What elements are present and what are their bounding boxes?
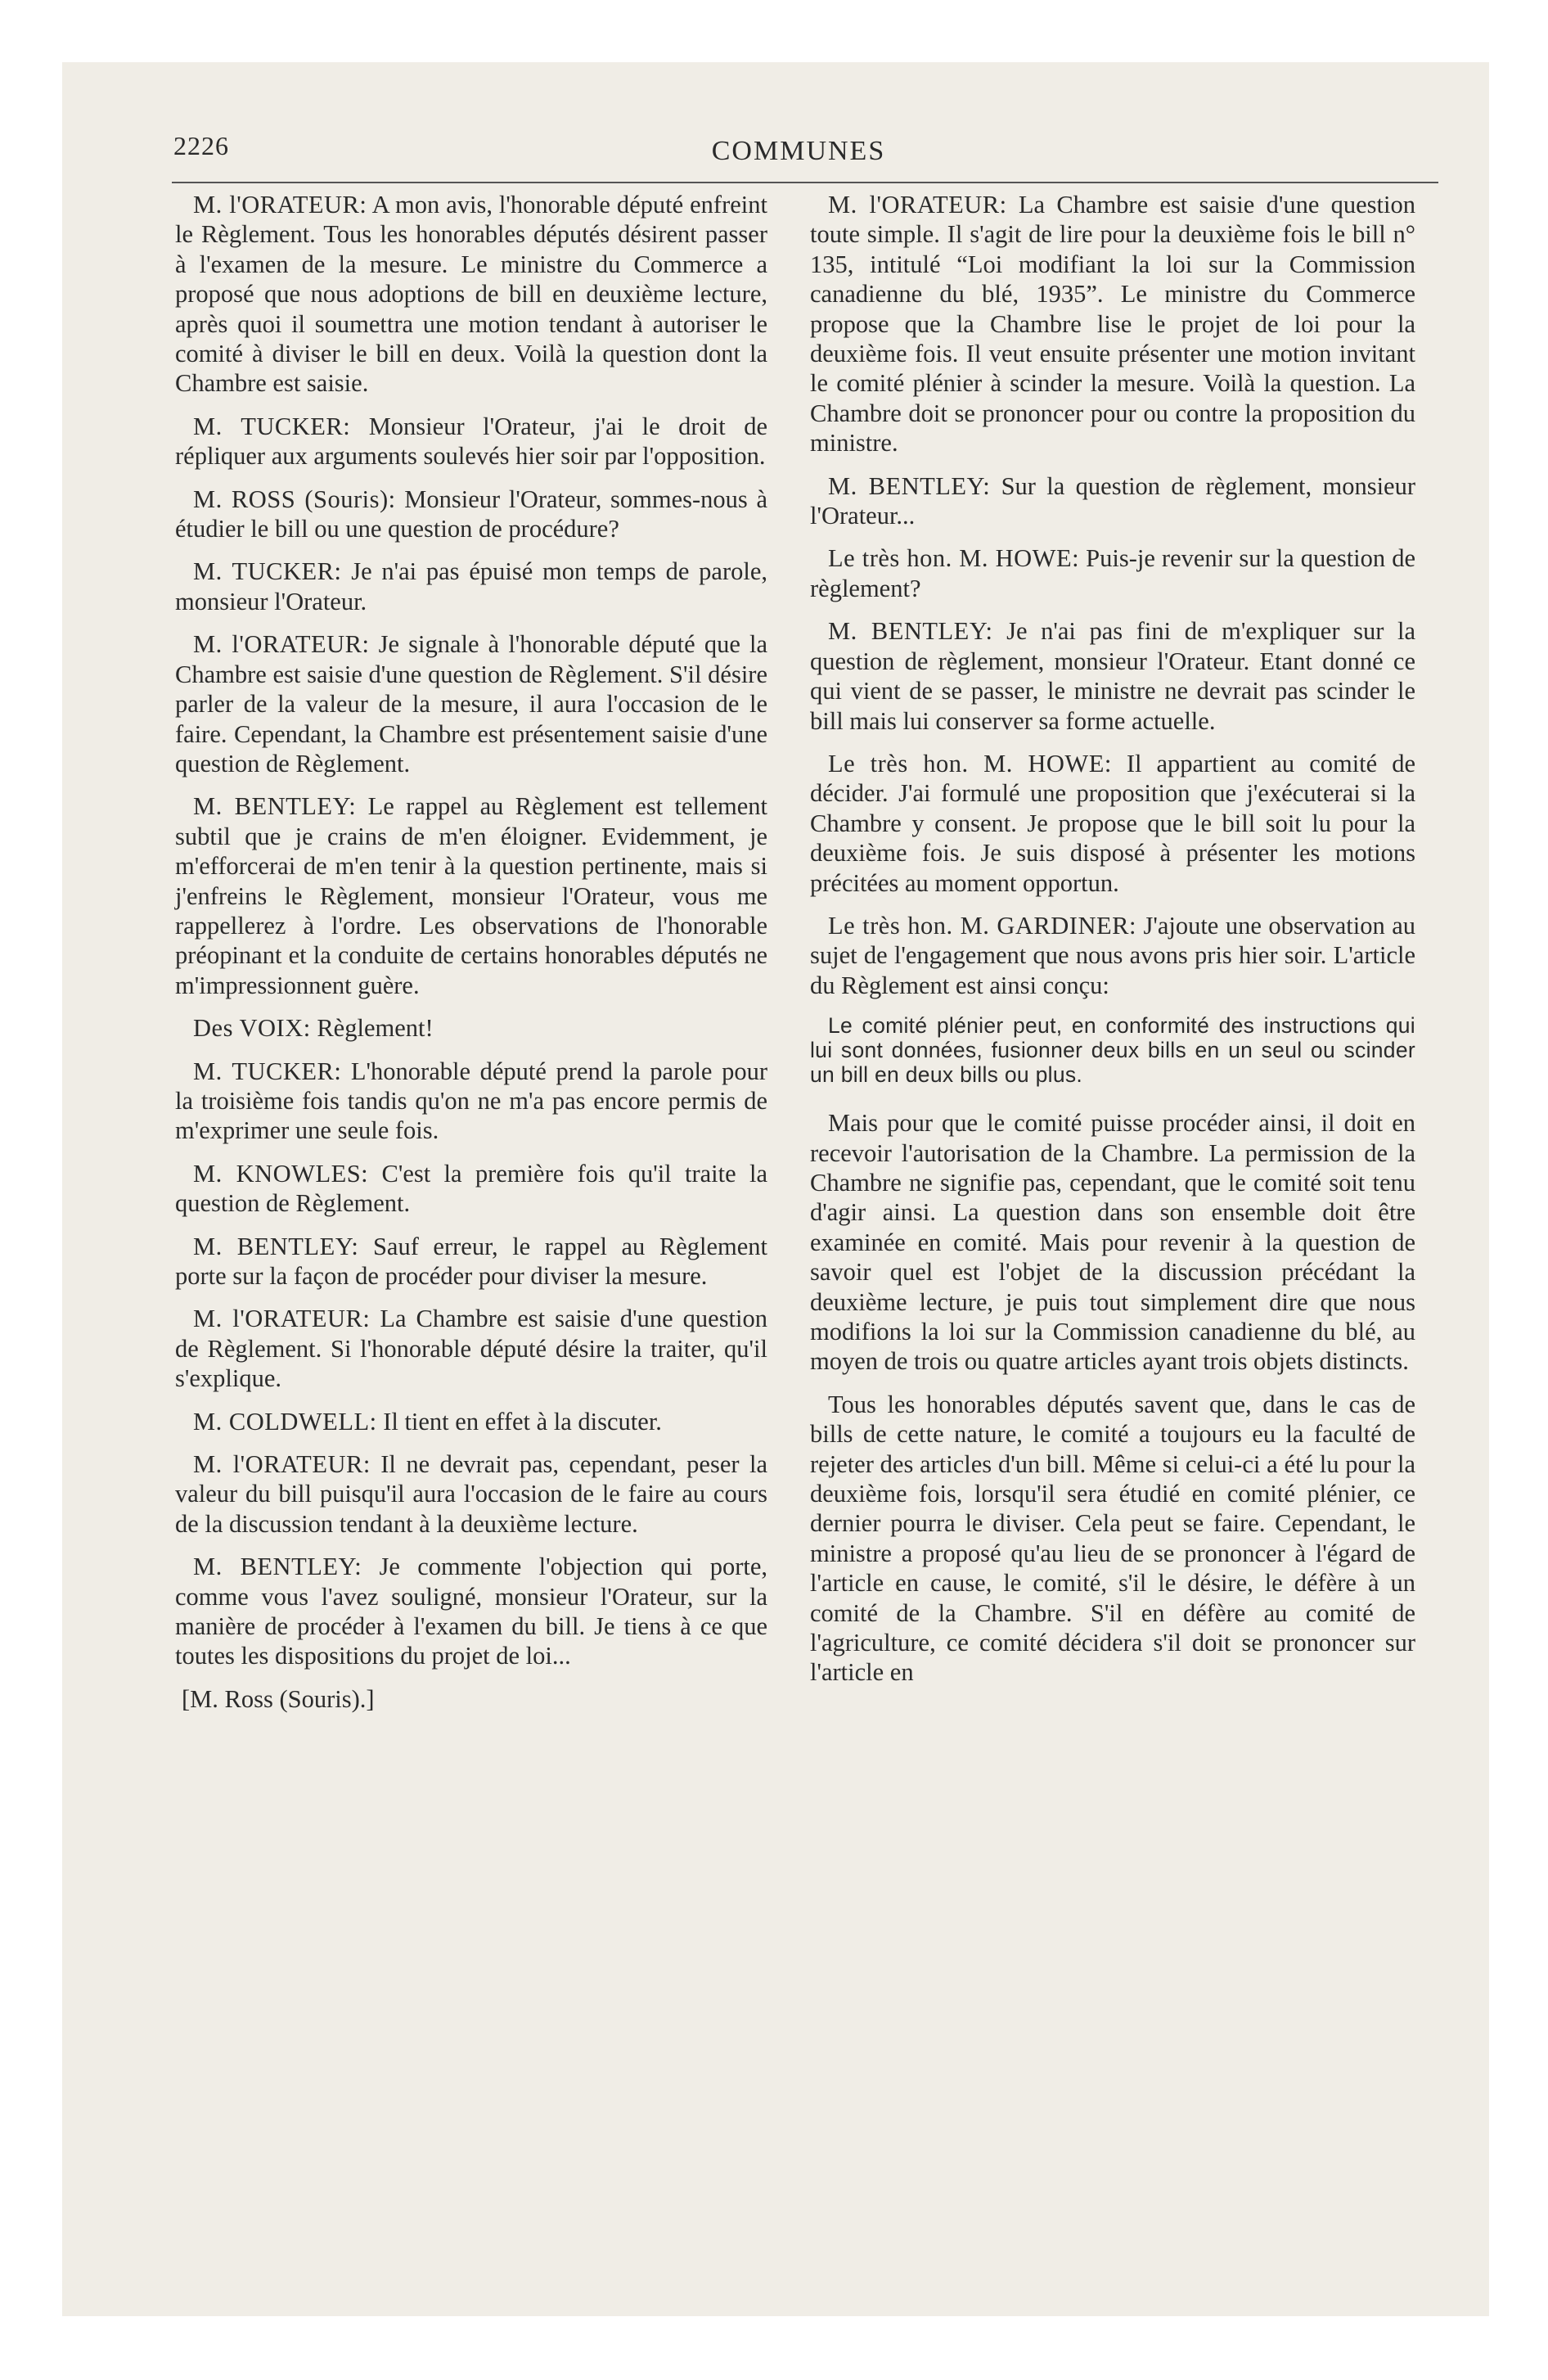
speech-text: Il tient en effet à la discuter. <box>383 1407 662 1436</box>
speaker-name: M. TUCKER: <box>193 557 342 586</box>
header-rule <box>172 182 1438 183</box>
body-paragraph: Mais pour que le comité puisse procéder ainsi, il doit en recevoir l'autorisation de la Chambre. La permission de la Chambre ne signifie pas, cependant, que le comité soit tenu d'agir ainsi. La question dans son ensemble doit être examinée en comité. Mais pour revenir à la question de savoir quel est l'objet de la discussion précédant la deuxième lecture, je puis tout simplement dire que nous modifions la loi sur la Commission canadienne du blé, au moyen de trois ou quatre articles ayant trois objets distincts. <box>810 1109 1415 1376</box>
speech-paragraph <box>810 471 1415 531</box>
speech-text: Puis-je revenir sur la question de règlement? <box>810 544 1416 602</box>
speaker-name: M. TUCKER: <box>193 412 351 440</box>
speech-text: Le rappel au Règlement est tellement subtil que je crains de m'en éloigner. Evidemment, je m'efforcerai de m'en tenir à la question pertinente, mais si j'enfreins le Règlement, monsieur l'Orateur, vous me rappellerez à l'ordre. Les observations de l'honorable préopinant et la conduite de certains honorables députés ne m'impressionnent guère. <box>175 792 767 999</box>
rule-quotation: Le comité plénier peut, en conformité des instructions qui lui sont données, fusionner deux bills en un seul ou scinder un bill en deux bills ou plus. <box>810 1013 1415 1088</box>
speech-paragraph <box>810 190 1415 458</box>
speech-text: Il appartient au comité de décider. J'ai formulé une proposition que j'exécuterai si la Chambre y consent. Je propose que le bill soit lu pour la deuxième fois. Je suis disposé à présenter les motions précitées au moment opportun. <box>810 749 1415 897</box>
speaker-name: M. BENTLEY: <box>828 471 991 500</box>
speech-text: Je commente l'objection qui porte, comme vous l'avez souligné, monsieur l'Orateur, sur la manière de procéder à l'examen du bill. Je tiens à ce que toutes les dispositions du projet de loi... <box>175 1553 767 1670</box>
speech-text: J'ajoute une observation au sujet de l'engagement que nous avons pris hier soir. L'article du Règlement est ainsi conçu: <box>810 911 1415 999</box>
speaker-name: M. ROSS (Souris): <box>193 485 396 513</box>
speech-text: Règlement! <box>317 1014 434 1043</box>
speech-paragraph <box>175 1057 767 1146</box>
speaker-name: Le très hon. M. HOWE: <box>828 544 1080 573</box>
speech-text: A mon avis, l'honorable député enfreint le Règlement. Tous les honorables députés désirent passer à l'examen de la mesure. Le ministre du Commerce a proposé que nous adoptions de bill en deuxième lecture, après quoi il soumettra une motion tendant à autoriser le comité à diviser le bill en deux. Voilà la question dont la Chambre est saisie. <box>175 191 767 398</box>
speaker-name: M. l'ORATEUR: <box>193 191 367 219</box>
speech-paragraph <box>175 1449 767 1539</box>
speaker-name: M. l'ORATEUR: <box>828 191 1007 219</box>
speech-text: Je n'ai pas fini de m'expliquer sur la question de règlement, monsieur l'Orateur. Etant donné ce qui vient de se passer, le ministre ne devrait pas scinder le bill mais lui conserver sa forme actuelle. <box>810 617 1416 735</box>
speaker-name: M. KNOWLES: <box>193 1159 369 1188</box>
speech-paragraph <box>175 485 767 544</box>
speaker-name: Des VOIX: <box>193 1014 311 1043</box>
speaker-name: Le très hon. M. HOWE: <box>828 749 1112 778</box>
speech-paragraph <box>175 629 767 778</box>
speech-paragraph <box>175 1552 767 1671</box>
speaker-name: M. BENTLEY: <box>193 792 357 821</box>
speech-text: L'honorable député prend la parole pour la troisième fois tandis qu'on ne m'a pas encore permis de m'exprimer une seule fois. <box>175 1057 767 1145</box>
speech-text: Monsieur l'Orateur, sommes-nous à étudier le bill ou une question de procédure? <box>175 485 767 543</box>
speech-text: La Chambre est saisie d'une question toute simple. Il s'agit de lire pour la deuxième fois le bill n° 135, intitulé “Loi modifiant la loi sur la Commission canadienne du blé, 1935”. Le ministre du Commerce propose que la Chambre lise le projet de loi pour la deuxième fois. Il veut ensuite présenter une motion invitant le comité plénier à scinder la mesure. Voilà la question. La Chambre doit se prononcer pour ou contre la proposition du ministre. <box>810 191 1415 458</box>
speaker-name: M. l'ORATEUR: <box>193 1305 371 1333</box>
speech-paragraph <box>175 1232 767 1291</box>
right-column <box>810 190 1415 1701</box>
speech-text: Sur la question de règlement, monsieur l'Orateur... <box>810 471 1415 530</box>
speech-paragraph <box>175 1013 767 1043</box>
speaker-name: M. l'ORATEUR: <box>193 1450 371 1479</box>
speaker-name: M. BENTLEY: <box>193 1232 359 1260</box>
speech-paragraph <box>175 1304 767 1393</box>
speaker-name: M. l'ORATEUR: <box>193 630 370 659</box>
speaker-name: M. COLDWELL: <box>193 1407 377 1436</box>
speaker-name: Le très hon. M. GARDINER: <box>828 911 1136 940</box>
speech-text: C'est la première fois qu'il traite la question de Règlement. <box>175 1159 768 1218</box>
speaker-name: M. BENTLEY: <box>828 617 993 646</box>
speaker-name: M. TUCKER: <box>193 1057 342 1085</box>
speech-text: La Chambre est saisie d'une question de Règlement. Si l'honorable député désire la traiter, qu'il s'explique. <box>175 1305 768 1393</box>
speech-paragraph <box>810 616 1415 736</box>
speech-paragraph <box>175 557 767 616</box>
speaker-name: M. BENTLEY: <box>193 1553 362 1581</box>
speech-text: Monsieur l'Orateur, j'ai le droit de répliquer aux arguments soulevés hier soir par l'opposition. <box>175 412 768 471</box>
speech-paragraph <box>175 791 767 1000</box>
speech-text: Je n'ai pas épuisé mon temps de parole, monsieur l'Orateur. <box>175 557 767 615</box>
speech-paragraph <box>175 190 767 399</box>
speech-paragraph <box>175 412 767 471</box>
body-paragraph: Tous les honorables députés savent que, dans le cas de bills de cette nature, le comité a toujours eu la faculté de rejeter des articles d'un bill. Même si celui-ci a été lu pour la deuxième fois, lorsqu'il sera étudié en comité plénier, ce dernier pourra le diviser. Cela peut se faire. Cependant, le ministre a proposé qu'au lieu de se prononcer à l'égard de l'article en cause, le comité, s'il le désire, le défère à un comité de la Chambre. S'il en défère au comité de l'agriculture, ce comité décidera s'il doit se prononcer sur l'article en <box>810 1390 1415 1687</box>
left-column <box>175 190 767 1714</box>
speech-paragraph <box>810 911 1415 1000</box>
speech-paragraph <box>810 543 1415 603</box>
page-number: 2226 <box>173 131 229 160</box>
speech-text: Sauf erreur, le rappel au Règlement porte sur la façon de procéder pour diviser la mesure. <box>175 1232 767 1290</box>
speech-paragraph <box>810 749 1415 898</box>
speech-paragraph <box>175 1159 767 1219</box>
speech-text: Il ne devrait pas, cependant, peser la valeur du bill puisqu'il aura l'occasion de le faire au cours de la discussion tendant à la deuxième lecture. <box>175 1450 767 1538</box>
speech-paragraph <box>175 1407 767 1436</box>
running-head: COMMUNES <box>711 136 886 166</box>
speech-text: Je signale à l'honorable député que la Chambre est saisie d'une question de Règlement. S'il désire parler de la valeur de la mesure, il aura l'occasion de le faire. Cependant, la Chambre est présentement saisie d'une question de Règlement. <box>175 630 768 778</box>
speaker-reference: [M. Ross (Souris).] <box>182 1684 375 1713</box>
